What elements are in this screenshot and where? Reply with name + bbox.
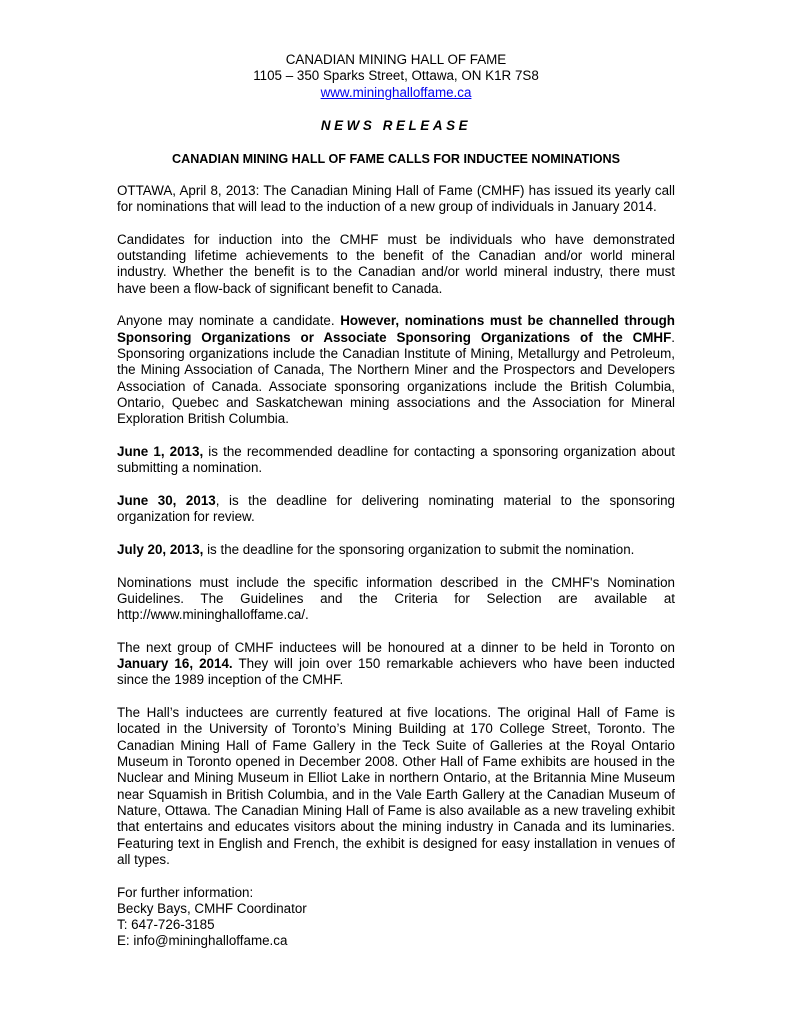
contact-intro: For further information: [117,884,254,900]
org-name: CANADIAN MINING HALL OF FAME [285,52,507,67]
paragraph-locations: The Hall’s inductees are currently featured at five locations. The original Hall of Fame is located in the University of Toronto’s Mining Building at 170 College Street, Toronto. The Canadian Mining Hall of Fame Gallery in the Teck Suite of Galleries at the Royal Ontario Museum in Toronto opened in December 2008. Other Hall of Fame exhibits are housed in the Nuclear and Mining Museum in Elliot Lake in northern Ontario, at the Britannia Mine Museum near Squamish in British Columbia, and in the Vale Earth Gallery at the Canadian Museum of Nature, Ottawa. The Canadian Mining Hall of Fame is also available as a new traveling exhibit that entertains and educates visitors about the mining industry in Canada and its luminaries. Featuring text in English and French, the exhibit is designed for easy installation in venues of all types. [117,705,675,867]
news-release-page [117,52,675,950]
paragraph-deadline-material: June 30, 2013, is the deadline for delivering nominating material to the sponsoring organization for review. [117,492,675,525]
deadline-date: June 1, 2013, [117,443,204,459]
contact-block [117,885,675,950]
paragraph-dinner: The next group of CMHF inductees will be honoured at a dinner to be held in Toronto on January 16, 2014. They will join over 150 remarkable achievers who have been inducted since the 1989 inception of the CMHF. [117,639,675,688]
paragraph-nominate: Anyone may nominate a candidate. However, nominations must be channelled through Sponsoring Organizations or Associate Sponsoring Organizations of the CMHF. Sponsoring organizations include the Canadian Institute of Mining, Metallurgy and Petroleum, the Mining Association of Canada, The Northern Miner and the Prospectors and Developers Association of Canada. Associate sponsoring organizations include the British Columbia, Ontario, Quebec and Saskatchewan mining associations and the Association for Mineral Exploration British Columbia. [117,313,675,427]
paragraph-intro: OTTAWA, April 8, 2013: The Canadian Mining Hall of Fame (CMHF) has issued its yearly call for nominations that will lead to the induction of a new group of individuals in January 2014. [117,182,675,215]
headline: CANADIAN MINING HALL OF FAME CALLS FOR INDUCTEE NOMINATIONS [172,151,620,166]
paragraph-candidates: Candidates for induction into the CMHF must be individuals who have demonstrated outstanding lifetime achievements to the benefit of the Canadian and/or world mineral industry. Whether the benefit is to the Canadian and/or world mineral industry, there must have been a flow-back of significant benefit to Canada. [117,231,675,296]
deadline-date: June 30, 2013 [117,492,216,508]
contact-phone: T: 647-726-3185 [117,917,215,933]
org-address: 1105 – 350 Sparks Street, Ottawa, ON K1R 7S8 [253,68,539,84]
contact-name: Becky Bays, CMHF Coordinator [117,900,307,916]
paragraph-guidelines: Nominations must include the specific information described in the CMHF's Nomination Guidelines. The Guidelines and the Criteria for Selection are available at http://www.mininghalloffame.ca/. [117,574,675,623]
deadline-date: July 20, 2013, [117,541,204,557]
news-release-label: NEWS RELEASE [320,117,472,133]
letterhead [117,52,675,101]
dinner-date: January 16, 2014. [117,656,233,672]
website-link[interactable]: www.mininghalloffame.ca [320,84,472,100]
contact-email: E: info@mininghalloffame.ca [117,933,288,949]
paragraph-deadline-submit: July 20, 2013, is the deadline for the sponsoring organization to submit the nomination. [117,541,635,557]
sponsor-requirement: However, nominations must be channelled through Sponsoring Organizations or Associate Sponsoring Organizations of the CMHF [117,313,675,345]
paragraph-deadline-contact: June 1, 2013, is the recommended deadline for contacting a sponsoring organization about submitting a nomination. [117,443,676,476]
